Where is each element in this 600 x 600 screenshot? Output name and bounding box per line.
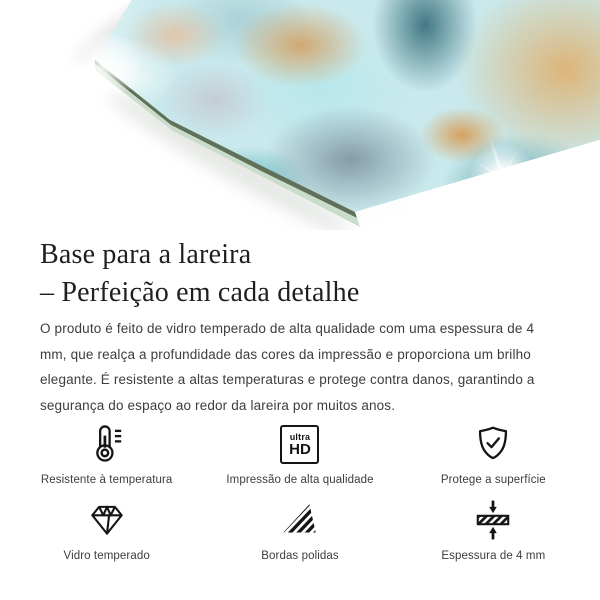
heading-line-1: Base para a lareira	[40, 239, 252, 270]
product-description: O produto é feito de vidro temperado de alta qualidade com uma espessura de 4 mm, que realça a profundidade das cores da impressão e proporciona um brilho elegante. É resistente a altas temperaturas e protege contra danos, garantindo a segurança do espaço ao redor da lareira por muitos anos.	[40, 321, 535, 413]
polished-edges-icon	[279, 498, 321, 542]
feature-temperature-resistant	[10, 422, 203, 486]
feature-label: Resistente à temperatura	[40, 474, 173, 486]
ultra-hd-badge-top: ultra	[289, 431, 311, 442]
ultra-hd-badge-bottom: HD	[289, 440, 311, 458]
text-content	[0, 236, 600, 418]
feature-label: Protege a superfície	[440, 474, 546, 486]
feature-label: Impressão de alta qualidade	[226, 474, 374, 486]
hero-product-image	[0, 0, 600, 230]
feature-label: Vidro temperado	[63, 550, 150, 562]
diamond-icon	[86, 498, 128, 542]
feature-tempered-glass	[10, 498, 203, 562]
ultra-hd-icon	[280, 422, 319, 466]
feature-print-quality	[203, 422, 396, 486]
thermometer-icon	[86, 422, 128, 466]
feature-label: Bordas polidas	[261, 550, 339, 562]
feature-thickness	[397, 498, 590, 562]
heading-line-2: – Perfeição em cada detalhe	[40, 277, 360, 308]
feature-label: Espessura de 4 mm	[441, 550, 546, 562]
features-grid	[0, 422, 600, 562]
corner-light-haze	[60, 35, 150, 95]
page-title	[40, 236, 560, 312]
thickness-arrows-icon	[472, 498, 514, 542]
feature-polished-edges	[203, 498, 396, 562]
feature-surface-protection	[397, 422, 590, 486]
shield-check-icon	[472, 422, 514, 466]
